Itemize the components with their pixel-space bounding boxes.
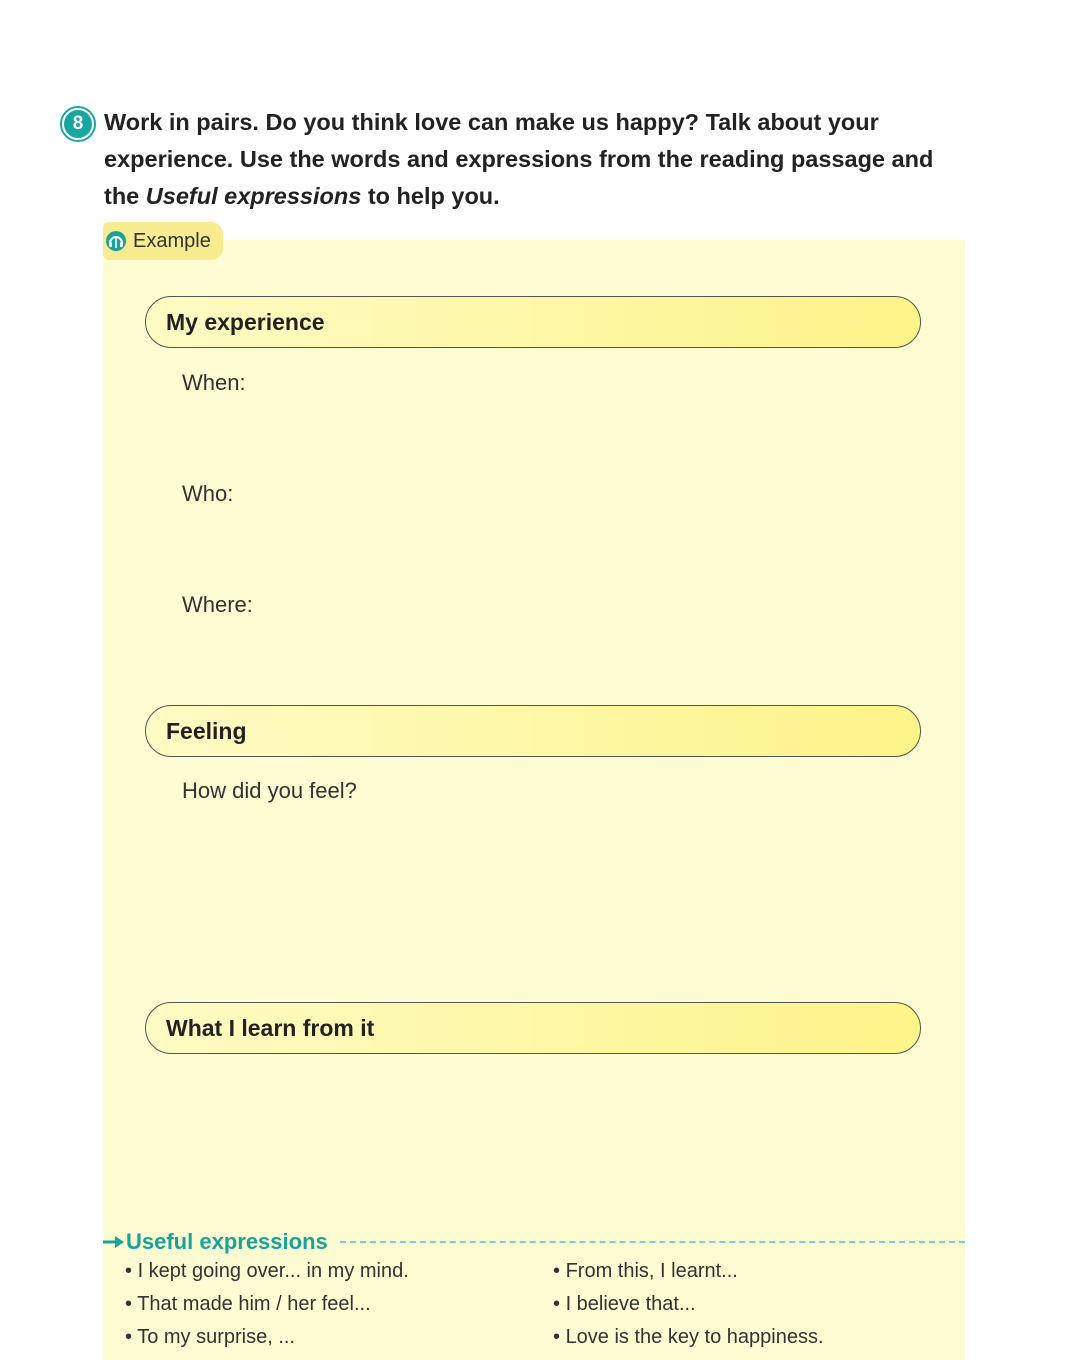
feeling-prompt: How did you feel? [182, 778, 357, 803]
exercise-instruction [62, 104, 992, 215]
field-who: Who: [182, 481, 234, 506]
field-when: When: [182, 370, 246, 395]
section-header-feeling: Feeling [145, 705, 921, 757]
expression-item: • I kept going over... in my mind. [125, 1260, 409, 1282]
expression-item: • I believe that... [553, 1293, 696, 1315]
instruction-line-1: Work in pairs. Do you think love can make us happy? Talk about your [104, 109, 879, 135]
useful-expressions-title: Useful expressions [126, 1229, 328, 1254]
section-header-what-i-learn: What I learn from it [145, 1002, 921, 1054]
dashed-divider [340, 1241, 965, 1243]
speech-bubble-icon [105, 230, 127, 252]
useful-expressions-header [103, 1226, 965, 1258]
instruction-line-3-end: to help you. [361, 183, 500, 209]
expression-item: • That made him / her feel... [125, 1293, 371, 1315]
field-where: Where: [182, 592, 253, 617]
example-label: Example [133, 229, 211, 252]
instruction-useful-expressions-emphasis: Useful expressions [145, 183, 362, 209]
instruction-line-2: experience. Use the words and expressions from the reading passage and [104, 146, 934, 172]
expression-item: • Love is the key to happiness. [553, 1326, 824, 1348]
example-panel [103, 240, 965, 1360]
arrow-right-icon [103, 1235, 125, 1249]
instruction-line-3 [104, 178, 992, 215]
example-tab [103, 222, 223, 260]
instruction-text [104, 104, 992, 215]
expression-item: • To my surprise, ... [125, 1326, 296, 1348]
exercise-number-badge: 8 [62, 108, 94, 140]
instruction-line-3-start: the [104, 183, 146, 209]
expression-item: • From this, I learnt... [553, 1260, 738, 1282]
useful-expressions [103, 1226, 965, 1348]
section-header-my-experience: My experience [145, 296, 921, 348]
